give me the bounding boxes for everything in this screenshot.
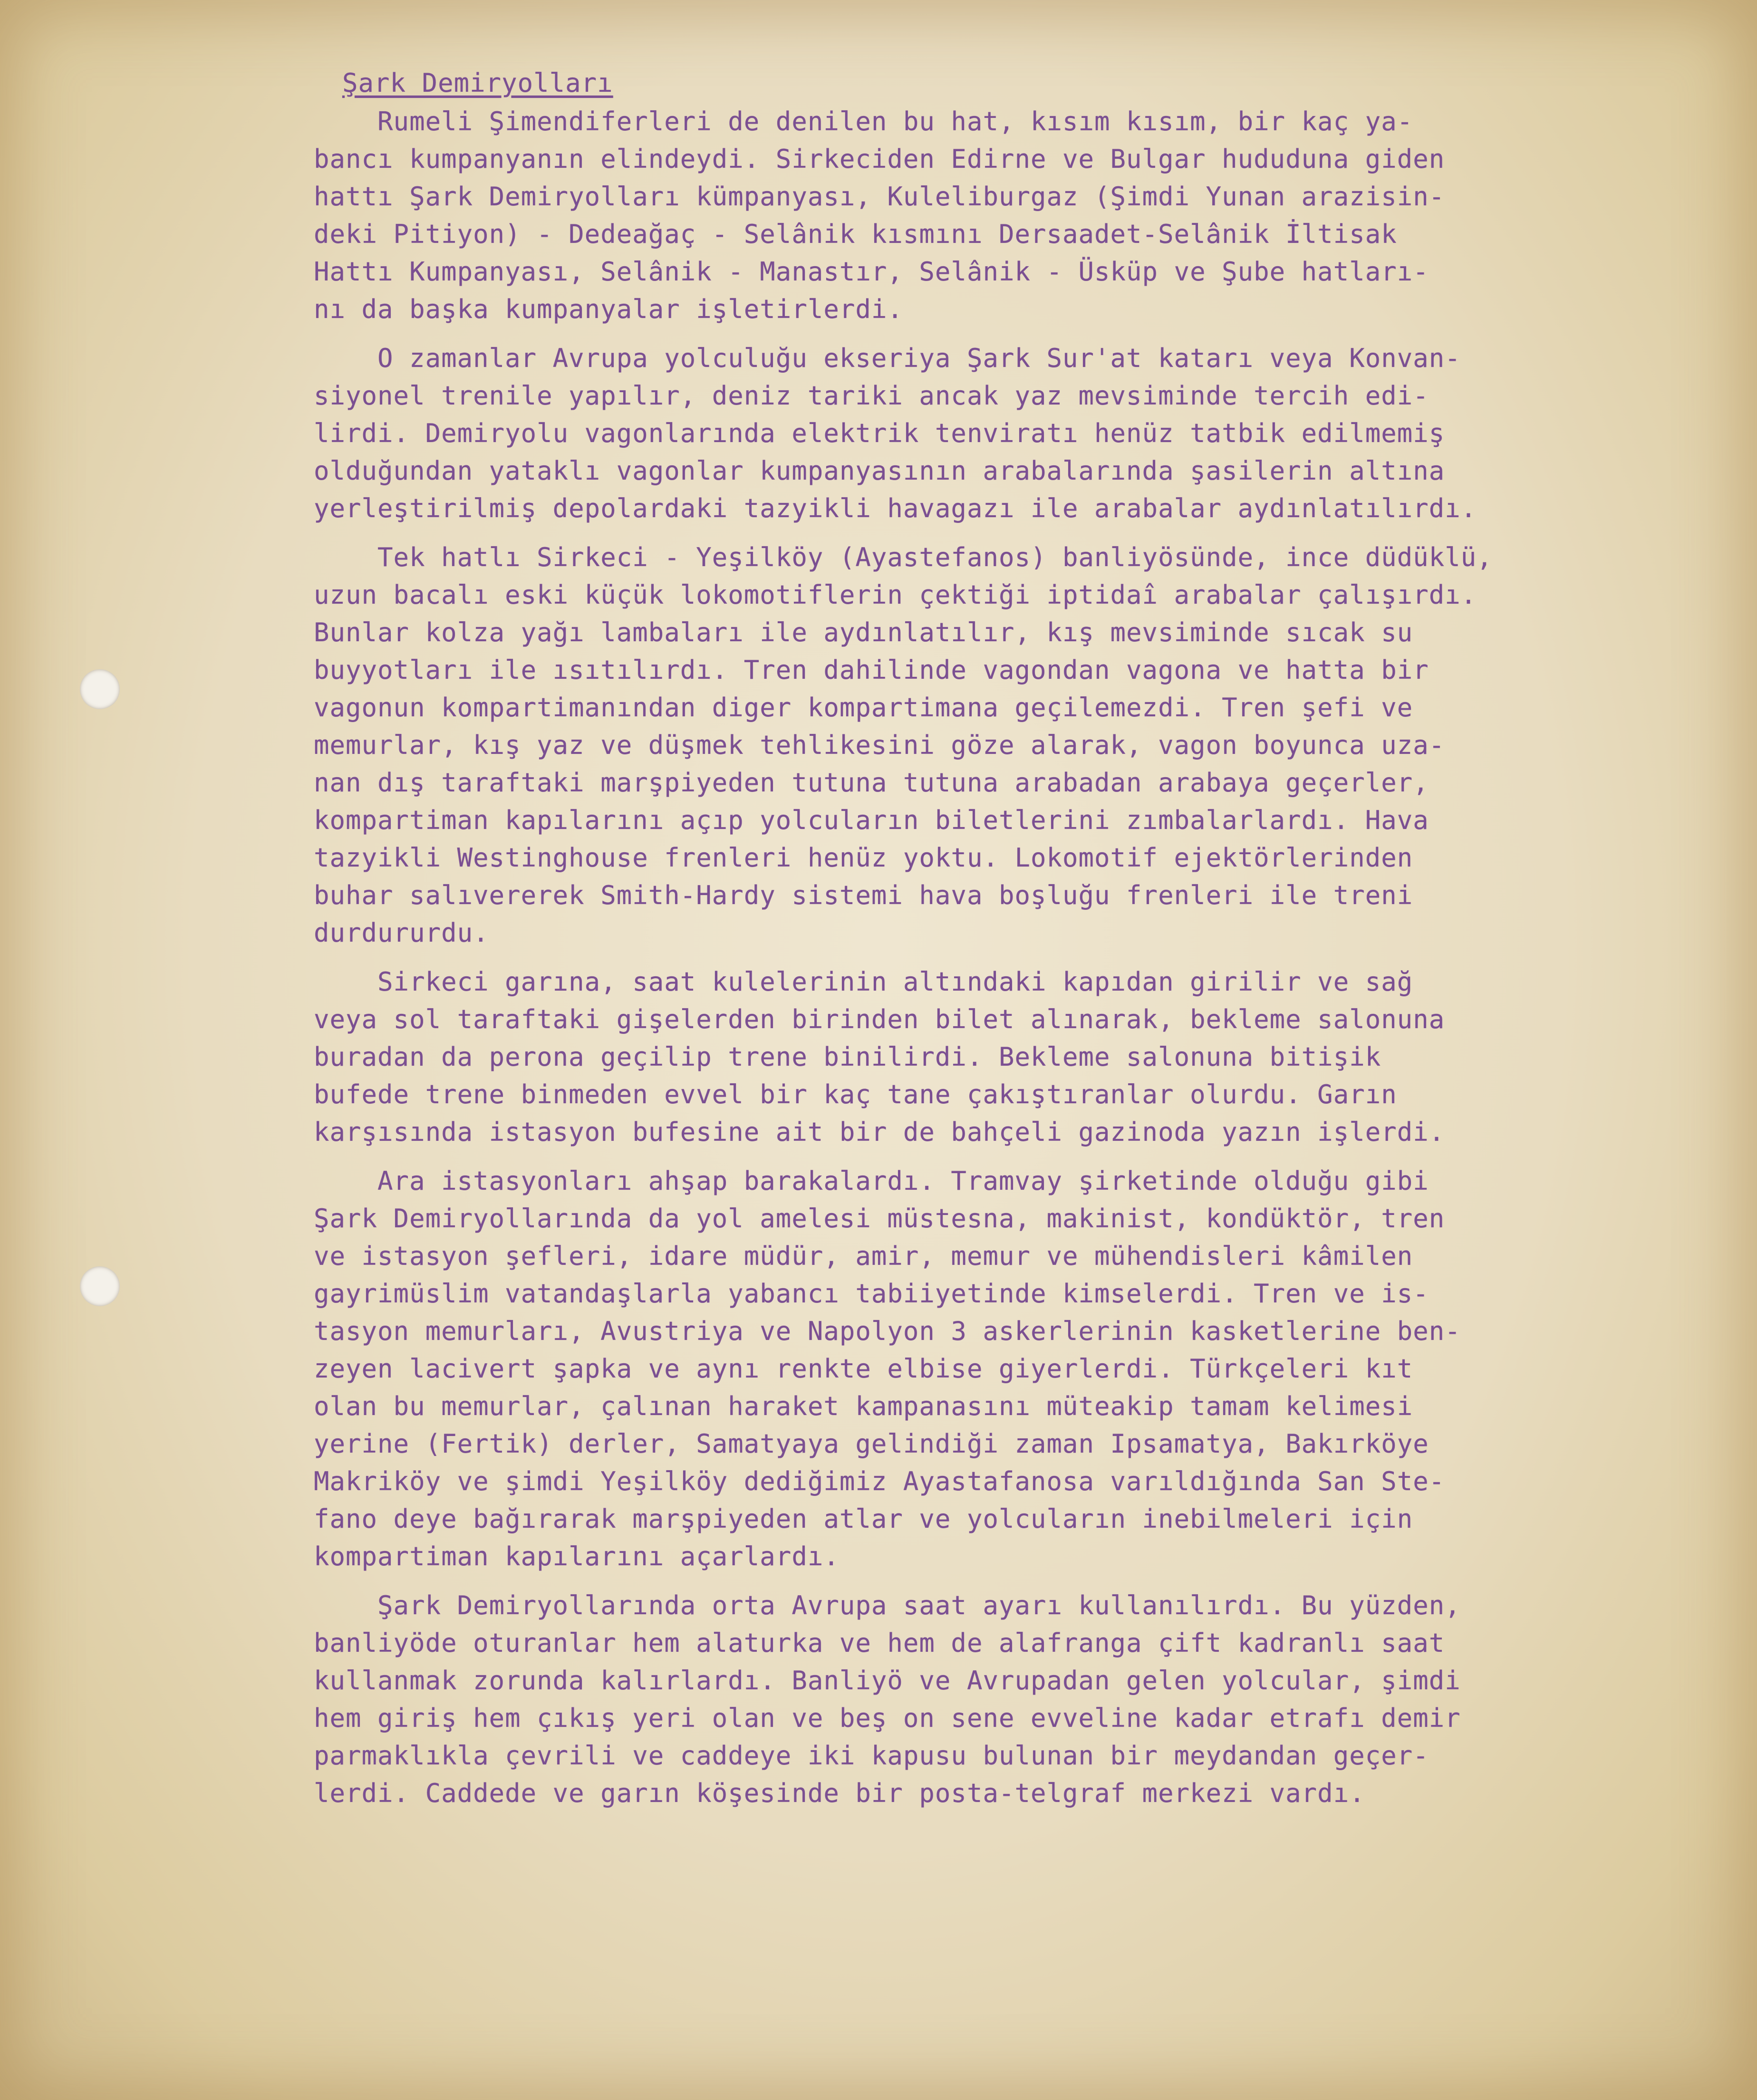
text-line: yerine (Fertik) derler, Samatyaya gelindiği zaman Ipsamatya, Bakırköye xyxy=(314,1429,1429,1459)
text-line: Rumeli Şimendiferleri de denilen bu hat, kısım kısım, bir kaç ya- xyxy=(314,106,1413,136)
text-line: nan dış taraftaki marşpiyeden tutuna tutuna arabadan arabaya geçerler, xyxy=(314,768,1429,798)
paragraphs xyxy=(314,103,1692,1812)
text-line: kompartiman kapılarını açıp yolcuların biletlerini zımbalarlardı. Hava xyxy=(314,805,1429,835)
text-line: Şark Demiryollarında orta Avrupa saat ayarı kullanılırdı. Bu yüzden, xyxy=(314,1590,1461,1620)
paragraph xyxy=(314,1587,1692,1812)
punch-hole xyxy=(80,669,120,709)
text-line: veya sol taraftaki gişelerden birinden bilet alınarak, bekleme salonuna xyxy=(314,1004,1445,1034)
text-line: bufede trene binmeden evvel bir kaç tane çakıştıranlar olurdu. Garın xyxy=(314,1079,1397,1109)
text-line: durdururdu. xyxy=(314,918,489,948)
text-line: siyonel trenile yapılır, deniz tariki ancak yaz mevsiminde tercih edi- xyxy=(314,381,1429,411)
text-line: hattı Şark Demiryolları kümpanyası, Kuleliburgaz (Şimdi Yunan arazisin- xyxy=(314,182,1445,212)
paragraph xyxy=(314,339,1692,527)
text-line: buhar salıvererek Smith-Hardy sistemi hava boşluğu frenleri ile treni xyxy=(314,880,1413,910)
punch-hole xyxy=(80,1266,120,1306)
paragraph xyxy=(314,539,1692,952)
text-line: vagonun kompartimanından diger kompartimana geçilemezdi. Tren şefi ve xyxy=(314,693,1413,722)
text-line: fano deye bağırarak marşpiyeden atlar ve yolcuların inebilmeleri için xyxy=(314,1504,1413,1534)
text-line: Bunlar kolza yağı lambaları ile aydınlatılır, kış mevsiminde sıcak su xyxy=(314,617,1413,647)
text-line: olan bu memurlar, çalınan haraket kampanasını müteakip tamam kelimesi xyxy=(314,1391,1413,1421)
text-line: hem giriş hem çıkış yeri olan ve beş on sene evveline kadar etrafı demir xyxy=(314,1703,1461,1733)
text-line: karşısında istasyon bufesine ait bir de bahçeli gazinoda yazın işlerdi. xyxy=(314,1117,1445,1147)
text-line: tasyon memurları, Avustriya ve Napolyon 3 askerlerinin kasketlerine ben- xyxy=(314,1316,1461,1346)
text-line: olduğundan yataklı vagonlar kumpanyasının arabalarında şasilerin altına xyxy=(314,456,1445,486)
text-line: banliyöde oturanlar hem alaturka ve hem de alafranga çift kadranlı saat xyxy=(314,1628,1445,1658)
document-body xyxy=(314,64,1692,1823)
text-line: bancı kumpanyanın elindeydi. Sirkeciden Edirne ve Bulgar hududuna giden xyxy=(314,144,1445,174)
text-line: zeyen lacivert şapka ve aynı renkte elbise giyerlerdi. Türkçeleri kıt xyxy=(314,1354,1413,1384)
text-line: deki Pitiyon) - Dedeağaç - Selânik kısmını Dersaadet-Selânik İltisak xyxy=(314,219,1397,249)
text-line: kompartiman kapılarını açarlardı. xyxy=(314,1541,840,1571)
text-line: O zamanlar Avrupa yolculuğu ekseriya Şark Sur'at katarı veya Konvan- xyxy=(314,343,1461,373)
paragraph xyxy=(314,1162,1692,1575)
text-line: nı da başka kumpanyalar işletirlerdi. xyxy=(314,294,903,324)
text-line: gayrimüslim vatandaşlarla yabancı tabiiyetinde kimselerdi. Tren ve is- xyxy=(314,1279,1429,1309)
text-line: parmaklıkla çevrili ve caddeye iki kapusu bulunan bir meydandan geçer- xyxy=(314,1741,1429,1771)
paragraph xyxy=(314,103,1692,328)
text-line: lerdi. Caddede ve garın köşesinde bir posta-telgraf merkezi vardı. xyxy=(314,1778,1365,1808)
text-line: uzun bacalı eski küçük lokomotiflerin çektiği iptidaî arabalar çalışırdı. xyxy=(314,580,1477,610)
paragraph xyxy=(314,963,1692,1151)
text-line: Makriköy ve şimdi Yeşilköy dediğimiz Ayastafanosa varıldığında San Ste- xyxy=(314,1466,1445,1496)
document-title: Şark Demiryolları xyxy=(342,68,613,98)
text-line: Şark Demiryollarında da yol amelesi müstesna, makinist, kondüktör, tren xyxy=(314,1204,1445,1233)
text-line: Tek hatlı Sirkeci - Yeşilköy (Ayastefanos) banliyösünde, ince düdüklü, xyxy=(314,542,1493,572)
text-line: Hattı Kumpanyası, Selânik - Manastır, Selânik - Üsküp ve Şube hatları- xyxy=(314,257,1429,287)
text-line: tazyikli Westinghouse frenleri henüz yoktu. Lokomotif ejektörlerinden xyxy=(314,843,1413,873)
text-line: lirdi. Demiryolu vagonlarında elektrik tenviratı henüz tatbik edilmemiş xyxy=(314,418,1445,448)
text-line: yerleştirilmiş depolardaki tazyikli havagazı ile arabalar aydınlatılırdı. xyxy=(314,493,1477,523)
text-line: Sirkeci garına, saat kulelerinin altındaki kapıdan girilir ve sağ xyxy=(314,967,1413,997)
text-line: memurlar, kış yaz ve düşmek tehlikesini göze alarak, vagon boyunca uza- xyxy=(314,730,1445,760)
text-line: buyyotları ile ısıtılırdı. Tren dahilinde vagondan vagona ve hatta bir xyxy=(314,655,1429,685)
text-line: Ara istasyonları ahşap barakalardı. Tramvay şirketinde olduğu gibi xyxy=(314,1166,1429,1196)
text-line: ve istasyon şefleri, idare müdür, amir, memur ve mühendisleri kâmilen xyxy=(314,1241,1413,1271)
text-line: kullanmak zorunda kalırlardı. Banliyö ve Avrupadan gelen yolcular, şimdi xyxy=(314,1666,1461,1695)
text-line: buradan da perona geçilip trene binilirdi. Bekleme salonuna bitişik xyxy=(314,1042,1381,1072)
